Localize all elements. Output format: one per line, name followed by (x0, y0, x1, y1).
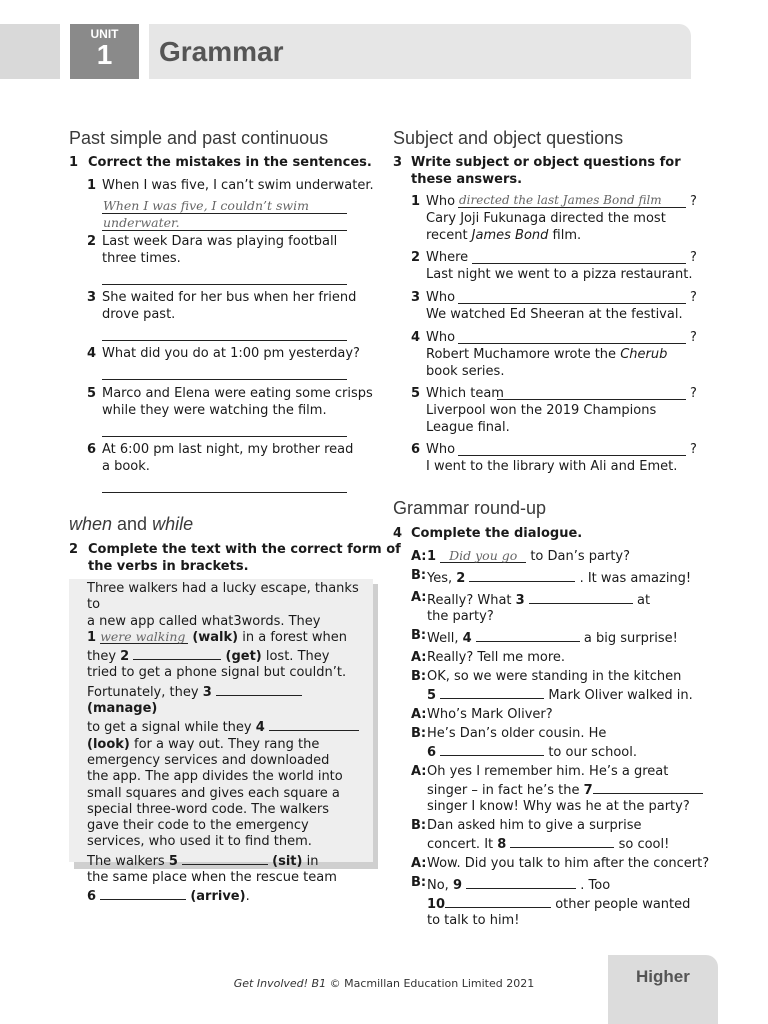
question-mark: ? (690, 194, 697, 209)
dialogue-line (411, 628, 711, 647)
gap-blank[interactable] (529, 590, 633, 604)
question-mark: ? (690, 442, 697, 457)
speaker-label: A: (411, 650, 427, 665)
text-part: singer – in fact he’s the (427, 783, 584, 798)
gap-number: 6 (427, 745, 437, 760)
gap-number: 6 (87, 889, 97, 905)
title-bar (149, 24, 691, 79)
instruction-text: the verbs in brackets. (88, 559, 249, 574)
text-line (87, 682, 373, 718)
dialogue-line (411, 568, 711, 587)
exercise-2-instruction (69, 541, 401, 575)
gap-number: 3 (202, 684, 212, 700)
gap-answer[interactable]: Did you go (440, 549, 526, 563)
ex1-item-6 (87, 442, 353, 475)
dialogue-line (411, 764, 711, 815)
level-label: Higher (636, 967, 690, 986)
exercise-4-instruction (393, 525, 582, 542)
gap-blank[interactable] (510, 834, 614, 848)
item-number: 5 (87, 386, 97, 401)
dialogue-line (411, 726, 711, 761)
speaker-label: B: (411, 568, 427, 583)
dialogue-line (411, 875, 711, 929)
unit-label: UNIT (90, 27, 119, 41)
ex3-item-4 (411, 330, 701, 380)
page-title: Grammar (159, 36, 284, 67)
text-part: OK, so we were standing in the kitchen (427, 669, 682, 684)
answer-line[interactable] (458, 303, 686, 304)
text-line: the same place when the rescue team (87, 870, 337, 886)
item-number: 4 (87, 346, 97, 361)
ex1-item-2 (87, 234, 337, 267)
instruction-text: Correct the mistakes in the sentences. (88, 155, 372, 170)
answer-line[interactable] (472, 263, 686, 264)
reading-text-box (69, 579, 373, 905)
ex1-item-3 (87, 290, 356, 323)
text-part: Who’s Mark Oliver? (427, 707, 553, 722)
gap-blank[interactable] (466, 875, 576, 889)
question-word: Who (426, 194, 456, 209)
question-word: Where (426, 250, 469, 265)
answer-line[interactable] (102, 379, 347, 380)
text-line: gave their code to the emergency (87, 818, 309, 834)
text-part: to Dan’s party? (526, 549, 631, 564)
text-part: Mark Oliver walked in. (544, 688, 693, 703)
speaker-label: B: (411, 818, 427, 833)
text-part: Oh yes I remember him. He’s a great (427, 764, 669, 779)
answer-sentence (411, 228, 701, 245)
text-part: to our school. (544, 745, 637, 760)
question-word: Who (426, 442, 456, 457)
dialogue-line (411, 669, 711, 704)
text-part: Well, (427, 631, 463, 646)
item-text: Marco and Elena were eating some crisps (102, 386, 373, 401)
item-number: 3 (87, 290, 97, 305)
text-part: He’s Dan’s older cousin. He (427, 726, 607, 741)
text-part: Dan asked him to give a surprise (427, 818, 642, 833)
text-part: Really? What (427, 593, 516, 608)
section-title-questions: Subject and object questions (393, 128, 624, 148)
unit-badge (70, 24, 139, 79)
dialogue-line (411, 856, 711, 872)
item-text: three times. (102, 250, 181, 266)
answer-line[interactable] (102, 492, 347, 493)
answer-line[interactable] (458, 343, 686, 344)
item-text: When I was five, I can’t swim underwater. (102, 178, 374, 193)
gap-blank[interactable] (182, 851, 268, 865)
item-text: drove past. (102, 306, 176, 322)
speaker-label: B: (411, 726, 427, 741)
exercise-1-instruction (69, 154, 372, 171)
ex3-item-6 (411, 442, 701, 476)
text-part: Really? Tell me more. (427, 650, 566, 665)
text-part: Wow. Did you talk to him after the concert? (427, 856, 710, 871)
text-part: for a way out. They rang the (129, 736, 320, 752)
gap-blank[interactable] (445, 894, 551, 908)
gap-number: 2 (120, 649, 130, 665)
speaker-label: A: (411, 549, 427, 564)
instruction-text: Write subject or object questions for (411, 155, 681, 170)
text-part: Cherub (620, 347, 668, 362)
item-number: 6 (87, 442, 97, 457)
dialogue-line (411, 818, 711, 853)
text-part: they (87, 649, 121, 665)
item-number: 2 (87, 234, 97, 249)
answer-line[interactable] (102, 436, 347, 437)
item-number: 4 (411, 330, 421, 345)
gap-number: 10 (427, 897, 446, 912)
level-tab (608, 955, 718, 1024)
unit-number: 1 (96, 39, 113, 70)
item-text: Last week Dara was playing football (102, 234, 338, 249)
text-part: so cool! (614, 837, 670, 852)
answer-sentence: book series. (426, 363, 505, 379)
ex3-item-2 (411, 250, 701, 284)
gap-number: 5 (427, 688, 437, 703)
text-part: James Bond (471, 227, 549, 243)
answer-line[interactable] (458, 455, 686, 456)
gap-number: 3 (515, 593, 525, 608)
gap-number: 8 (497, 837, 507, 852)
gap-blank[interactable] (476, 628, 580, 642)
answer-line[interactable] (102, 213, 347, 214)
text-line: tried to get a phone signal but couldn’t. (87, 665, 347, 681)
text-part: . Too (576, 878, 611, 893)
text-part: . It was amazing! (575, 571, 692, 586)
ex1-item-1 (87, 178, 374, 195)
text-part: Fortunately, they (87, 684, 203, 700)
dialogue (411, 549, 711, 932)
text-line (87, 886, 373, 905)
exercise-number: 4 (393, 526, 403, 541)
gap-number: 1 (427, 549, 437, 564)
dialogue-line (411, 650, 711, 666)
answer-sentence (411, 347, 701, 364)
verb-hint: (walk) (192, 629, 239, 645)
text-part: to get a signal while they (87, 720, 256, 736)
item-number: 2 (411, 250, 421, 265)
dialogue-line (411, 549, 711, 565)
gap-number: 1 (87, 629, 97, 645)
text-part: No, (427, 878, 453, 893)
gap-number: 4 (255, 720, 265, 736)
text-line (87, 717, 373, 736)
text-line: a new app called what3words. They (87, 613, 321, 629)
text-line (87, 851, 373, 870)
item-text: What did you do at 1:00 pm yesterday? (102, 346, 360, 361)
gap-blank[interactable] (593, 780, 703, 794)
answer-sentence: I went to the library with Ali and Emet. (426, 459, 678, 474)
question-word: Who (426, 290, 456, 305)
answer-text: directed the last James Bond film (459, 193, 662, 207)
question-mark: ? (690, 250, 697, 265)
text-part: the party? (427, 609, 494, 624)
ex1-item-5 (87, 386, 373, 419)
speaker-label: B: (411, 875, 427, 890)
answer-line[interactable] (102, 340, 347, 341)
answer-sentence: League final. (426, 419, 510, 435)
gap-blank[interactable] (269, 717, 359, 731)
dialogue-line (411, 707, 711, 723)
gap-number: 9 (452, 878, 462, 893)
item-number: 3 (411, 290, 421, 305)
item-number: 1 (87, 178, 97, 193)
text-part: other people wanted (551, 897, 691, 912)
question-mark: ? (690, 330, 697, 345)
speaker-label: A: (411, 707, 427, 722)
text-part: film. (548, 227, 582, 243)
answer-line[interactable] (102, 284, 347, 285)
section-title-past: Past simple and past continuous (69, 128, 329, 148)
item-number: 1 (411, 194, 421, 209)
item-text: a book. (102, 458, 150, 474)
question-mark: ? (690, 386, 697, 401)
exercise-number: 1 (69, 155, 79, 170)
dialogue-line (411, 590, 711, 625)
verb-hint: (manage) (87, 701, 158, 717)
book-title: Get Involved! B1 (233, 977, 327, 990)
question-word: Who (426, 330, 456, 345)
text-part: in a forest when (238, 629, 348, 645)
text-line: special three-word code. The walkers (87, 801, 329, 817)
gap-blank[interactable] (100, 886, 186, 900)
exercise-number: 2 (69, 542, 79, 557)
ex3-item-5 (411, 386, 701, 436)
answer-sentence: Liverpool won the 2019 Champions (426, 403, 657, 418)
verb-hint: (sit) (272, 853, 303, 869)
speaker-label: A: (411, 764, 427, 779)
text-line: the app. The app divides the world into (87, 769, 343, 785)
instruction-text: Complete the dialogue. (411, 526, 583, 541)
speaker-label: A: (411, 856, 427, 871)
gap-blank[interactable] (216, 682, 302, 696)
text-line (87, 737, 373, 753)
gap-number: 5 (168, 853, 178, 869)
text-part: recent (426, 227, 472, 243)
ex3-item-3 (411, 290, 701, 324)
text-line (87, 646, 373, 665)
copyright-text: © Macmillan Education Limited 2021 (326, 977, 535, 990)
gap-number: 4 (462, 631, 472, 646)
gap-number: 2 (456, 571, 466, 586)
answer-line[interactable] (102, 230, 347, 231)
gap-blank[interactable] (469, 568, 575, 582)
text-part: The walkers (87, 853, 169, 869)
text-line: Three walkers had a lucky escape, thanks to (87, 581, 359, 613)
text-part: in (302, 853, 319, 869)
text-line: emergency services and downloaded (87, 752, 330, 768)
item-text: At 6:00 pm last night, my brother read (102, 442, 354, 457)
gap-blank[interactable] (133, 646, 221, 660)
section-title-when-while (69, 514, 193, 535)
text-part: lost. They (261, 649, 330, 665)
gap-answer[interactable]: were walking (100, 630, 188, 644)
answer-sentence: Last night we went to a pizza restaurant. (426, 267, 693, 282)
title-part: and (112, 514, 153, 534)
verb-hint: (look) (87, 736, 130, 752)
instruction-text: Complete the text with the correct form of (88, 542, 401, 557)
title-part: when (69, 514, 113, 534)
speaker-label: A: (411, 590, 427, 605)
text-part: . (245, 889, 250, 905)
verb-hint: (arrive) (190, 889, 246, 905)
text-line: services, who used it to find them. (87, 834, 312, 850)
header-left-tab (0, 24, 60, 79)
question-word: Which team (426, 386, 504, 401)
instruction-text: these answers. (411, 172, 523, 187)
item-number: 5 (411, 386, 421, 401)
item-text: while they were watching the film. (102, 402, 327, 418)
text-line: small squares and gives each square a (87, 785, 340, 801)
answer-sentence: Cary Joji Fukunaga directed the most (426, 211, 666, 226)
text-part: at (632, 593, 651, 608)
gap-number: 7 (583, 783, 593, 798)
verb-hint: (get) (225, 649, 262, 665)
speaker-label: B: (411, 669, 427, 684)
text-part: to talk to him! (427, 913, 520, 928)
answer-text: When I was five, I couldn’t swim (103, 198, 309, 213)
gap-blank[interactable] (440, 685, 544, 699)
exercise-number: 3 (393, 155, 403, 170)
item-text: She waited for her bus when her friend (102, 290, 357, 305)
answer-line[interactable] (497, 399, 686, 400)
text-part: concert. It (427, 837, 498, 852)
question-mark: ? (690, 290, 697, 305)
exercise-3-instruction (393, 154, 681, 188)
ex3-item-1 (411, 194, 701, 244)
text-part: Yes, (427, 571, 457, 586)
gap-blank[interactable] (440, 742, 544, 756)
text-part: a big surprise! (579, 631, 678, 646)
section-title-roundup: Grammar round-up (393, 498, 547, 518)
text-part: Robert Muchamore wrote the (426, 347, 621, 362)
answer-line[interactable] (458, 207, 686, 208)
speaker-label: B: (411, 628, 427, 643)
ex1-item-4 (87, 346, 360, 363)
title-part: while (152, 514, 194, 534)
text-line (87, 630, 373, 646)
item-number: 6 (411, 442, 421, 457)
answer-sentence: We watched Ed Sheeran at the festival. (426, 307, 683, 322)
text-part: singer I know! Why was he at the party? (427, 799, 690, 814)
answer-text: underwater. (103, 215, 180, 230)
